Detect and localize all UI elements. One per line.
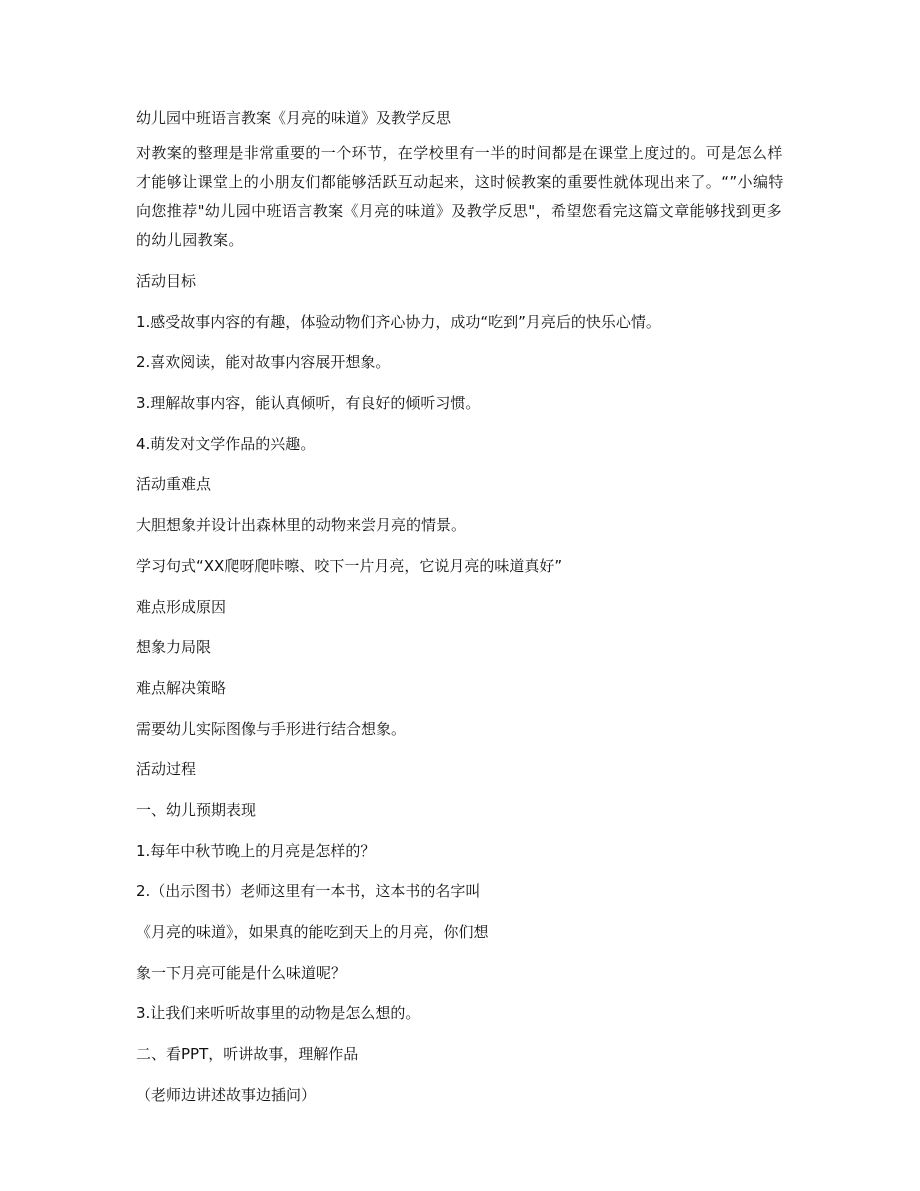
key-point-sentence-pattern: 学习句式“XX爬呀爬咔嚓、咬下一片月亮，它说月亮的味道真好”: [136, 556, 563, 575]
key-point-imagination: 大胆想象并设计出森林里的动物来尝月亮的情景。: [136, 516, 467, 535]
section-heading-activity-goals: 活动目标: [136, 272, 197, 290]
process-note: （老师边讲述故事边插问）: [136, 1085, 317, 1104]
document-body: [136, 104, 786, 1121]
solution-strategy-text: 需要幼儿实际图像与手形进行结合想象。: [136, 719, 407, 738]
process-question-2-line-1: 2.（出示图书）老师这里有一本书，这本书的名字叫: [136, 882, 481, 901]
goal-item-4: 4.萌发对文学作品的兴趣。: [136, 434, 316, 453]
difficulty-cause-text: 想象力局限: [136, 638, 212, 657]
intro-paragraph: 对教案的整理是非常重要的一个环节，在学校里有一半的时间都是在课堂上度过的。可是怎么样才能够让课堂上的小朋友们都能够活跃互动起来，这时候教案的重要性就体现出来了。“”小编特向您推荐"幼儿园中班语言教案《月亮的味道》及教学反思"，希望您看完这篇文章能够找到更多的幼儿园教案。: [136, 144, 784, 249]
process-step-heading-2: 二、看PPT，听讲故事，理解作品: [136, 1045, 359, 1064]
goal-item-2: 2.喜欢阅读，能对故事内容展开想象。: [136, 353, 391, 372]
goal-item-1: 1.感受故事内容的有趣，体验动物们齐心协力，成功“吃到”月亮后的快乐心情。: [136, 312, 661, 331]
process-step-heading-1: 一、幼儿预期表现: [136, 800, 257, 819]
process-question-2-line-3: 象一下月亮可能是什么味道呢？: [136, 963, 347, 982]
section-heading-difficulty-causes: 难点形成原因: [136, 597, 227, 616]
section-heading-solution-strategy: 难点解决策略: [136, 678, 227, 697]
section-heading-key-difficulties: 活动重难点: [136, 475, 212, 494]
section-heading-activity-process: 活动过程: [136, 760, 197, 779]
document-title: 幼儿园中班语言教案《月亮的味道》及教学反思: [136, 109, 452, 127]
goal-item-3: 3.理解故事内容，能认真倾听，有良好的倾听习惯。: [136, 394, 481, 413]
process-question-2-line-2: 《月亮的味道》，如果真的能吃到天上的月亮，你们想: [136, 923, 489, 941]
process-question-3: 3.让我们来听听故事里的动物是怎么想的。: [136, 1004, 421, 1023]
process-question-1: 1.每年中秋节晚上的月亮是怎样的？: [136, 841, 376, 860]
